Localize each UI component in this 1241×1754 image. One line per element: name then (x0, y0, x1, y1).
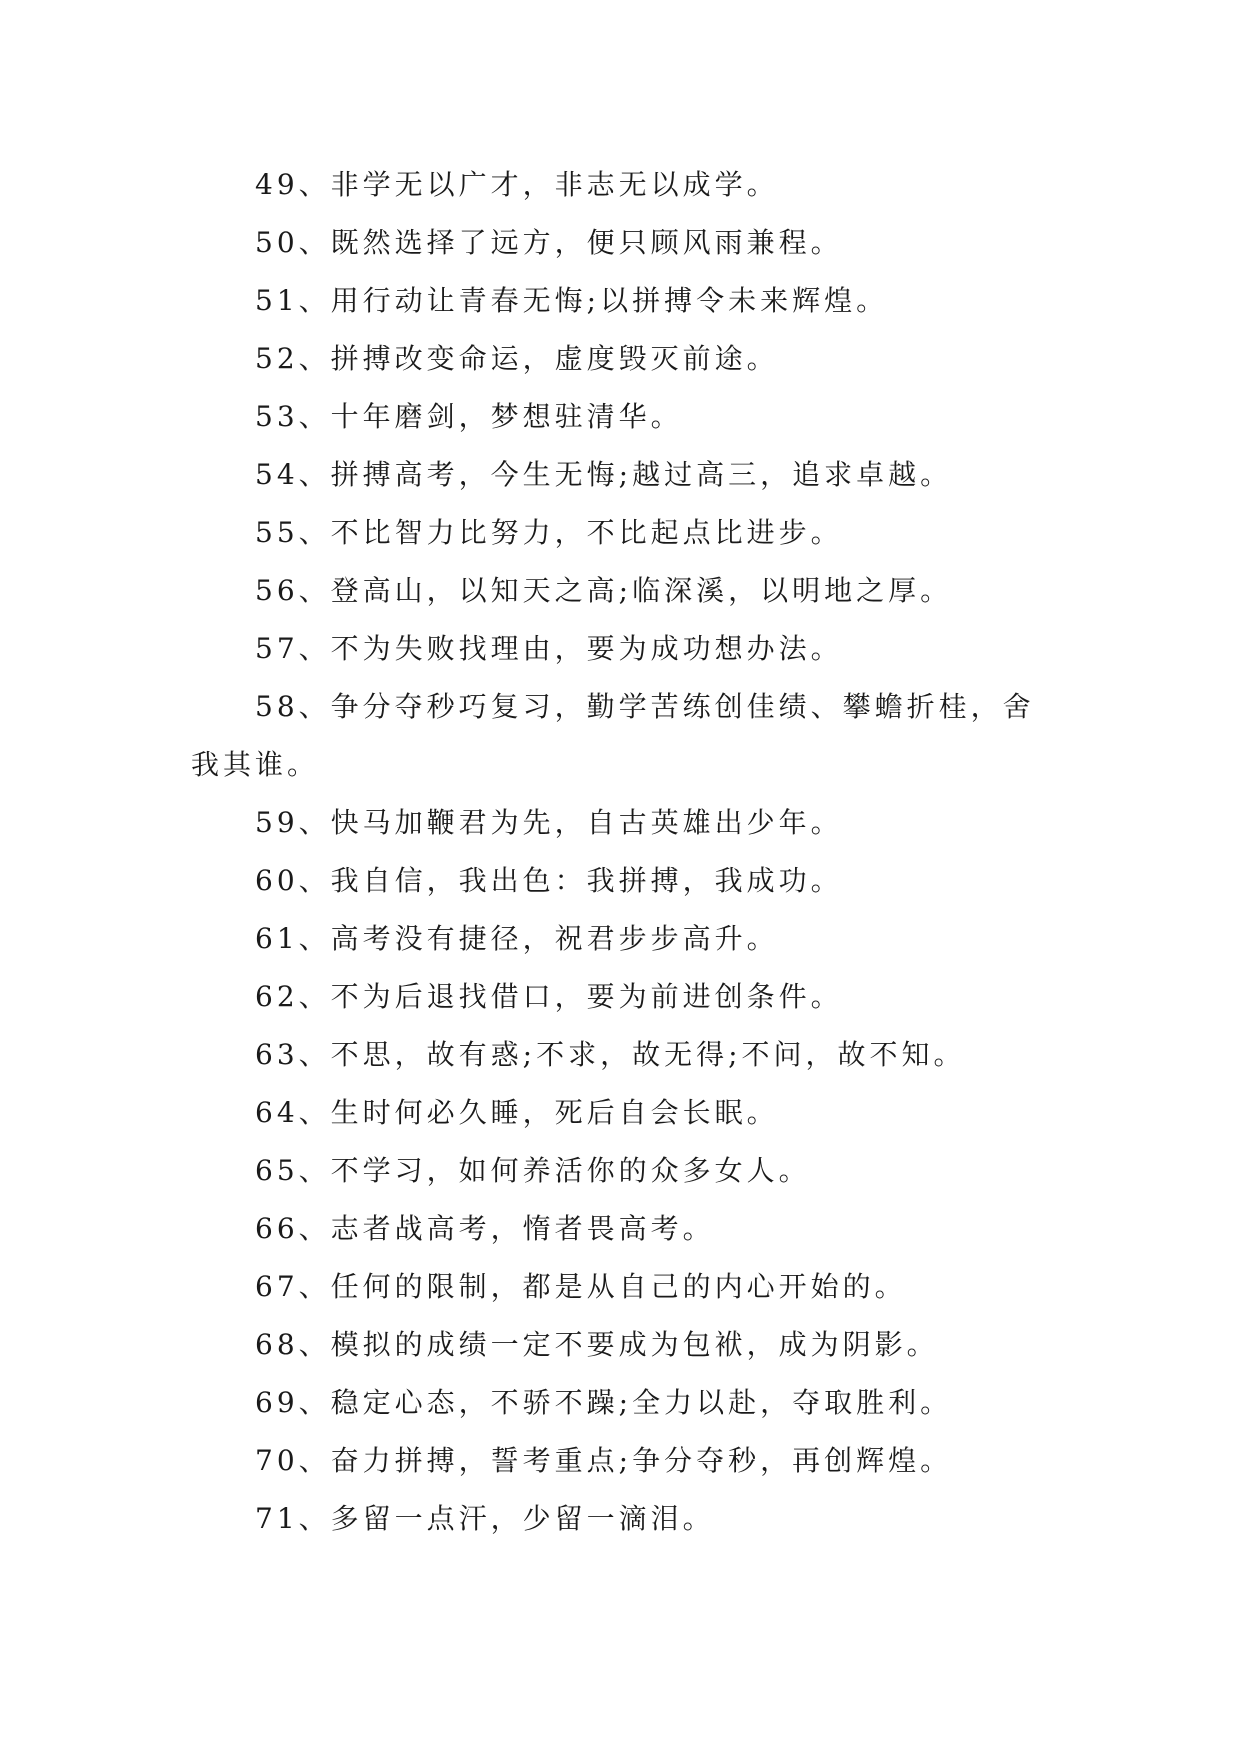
list-item: 71、多留一点汗，少留一滴泪。 (255, 1502, 715, 1535)
list-item: 50、既然选择了远方，便只顾风雨兼程。 (255, 226, 843, 259)
list-item: 60、我自信，我出色：我拼搏，我成功。 (255, 864, 843, 897)
list-item: 63、不思，故有惑;不求，故无得;不问，故不知。 (255, 1038, 966, 1071)
list-item: 58、争分夺秒巧复习，勤学苦练创佳绩、攀蟾折桂，舍我其谁。 (191, 690, 1035, 781)
list-item: 49、非学无以广才，非志无以成学。 (255, 168, 779, 201)
list-item: 61、高考没有捷径，祝君步步高升。 (255, 922, 779, 955)
list-item: 67、任何的限制，都是从自己的内心开始的。 (255, 1270, 907, 1303)
list-item: 52、拼搏改变命运，虚度毁灭前途。 (255, 342, 779, 375)
list-item: 68、模拟的成绩一定不要成为包袱，成为阴影。 (255, 1328, 939, 1361)
list-item: 65、不学习，如何养活你的众多女人。 (255, 1154, 811, 1187)
list-item: 51、用行动让青春无悔;以拼搏令未来辉煌。 (255, 284, 889, 317)
list-item: 55、不比智力比努力，不比起点比进步。 (255, 516, 843, 549)
list-item: 53、十年磨剑，梦想驻清华。 (255, 400, 683, 433)
list-item: 59、快马加鞭君为先，自古英雄出少年。 (255, 806, 843, 839)
list-item: 66、志者战高考，惰者畏高考。 (255, 1212, 715, 1245)
list-item: 62、不为后退找借口，要为前进创条件。 (255, 980, 843, 1013)
list-item: 57、不为失败找理由，要为成功想办法。 (255, 632, 843, 665)
quote-list (191, 156, 1054, 1548)
list-item: 64、生时何必久睡，死后自会长眠。 (255, 1096, 779, 1129)
list-item: 69、稳定心态，不骄不躁;全力以赴，夺取胜利。 (255, 1386, 953, 1419)
list-item: 56、登高山，以知天之高;临深溪，以明地之厚。 (255, 574, 953, 607)
list-item: 70、奋力拼搏，誓考重点;争分夺秒，再创辉煌。 (255, 1444, 953, 1477)
list-item: 54、拼搏高考，今生无悔;越过高三，追求卓越。 (255, 458, 953, 491)
